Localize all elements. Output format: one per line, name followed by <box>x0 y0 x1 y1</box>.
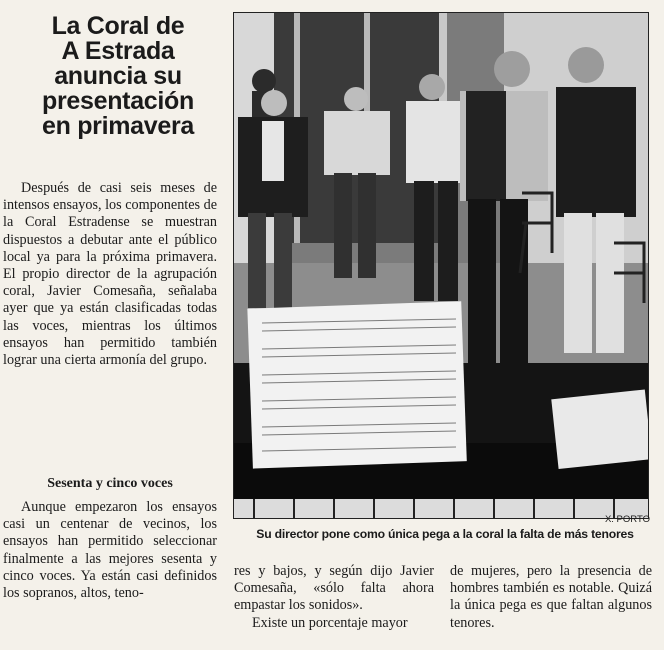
photo-caption: Su director pone como única pega a la coral la falta de más tenores <box>256 527 634 541</box>
article-lede: Después de casi seis meses de intensos ensayos, los componentes de la Coral Estradense se muestran dispuestos a debutar ante el público local ya para la próxima primavera. El propio director de la agrupación coral, Javier Comesaña, señalaba ayer que ya están clasificadas todas las voces, mientras los últimos ensayos han permitido también lograr una cierta armonía del grupo. <box>3 180 217 369</box>
article-headline: La Coral de A Estrada anuncia su presentación en primavera <box>41 12 195 140</box>
article-body-column-2-part-1: res y bajos, y según dijo Javier Comesaña, «sólo falta ahora empastar los sonidos». <box>234 563 434 614</box>
article-body-column-2 <box>234 563 434 632</box>
choir-photo-illustration <box>234 13 648 518</box>
article-subhead: Sesenta y cinco voces <box>47 476 173 491</box>
article-body-column-3: de mujeres, pero la presencia de hombres también es notable. Quizá la única pega es que faltan algunos tenores. <box>450 563 652 631</box>
choir-photo <box>233 12 649 519</box>
article-body-column-1: Aunque empezaron los ensayos casi un centenar de vecinos, los ensayos han permitido seleccionar finalmente a las mejores sesenta y cinco voces. Ya están casi definidos los sopranos, altos, teno- <box>3 499 217 602</box>
photo-credit: X. PORTO <box>604 514 650 525</box>
article-body-column-2-part-2: Existe un porcentaje mayor <box>252 614 408 631</box>
